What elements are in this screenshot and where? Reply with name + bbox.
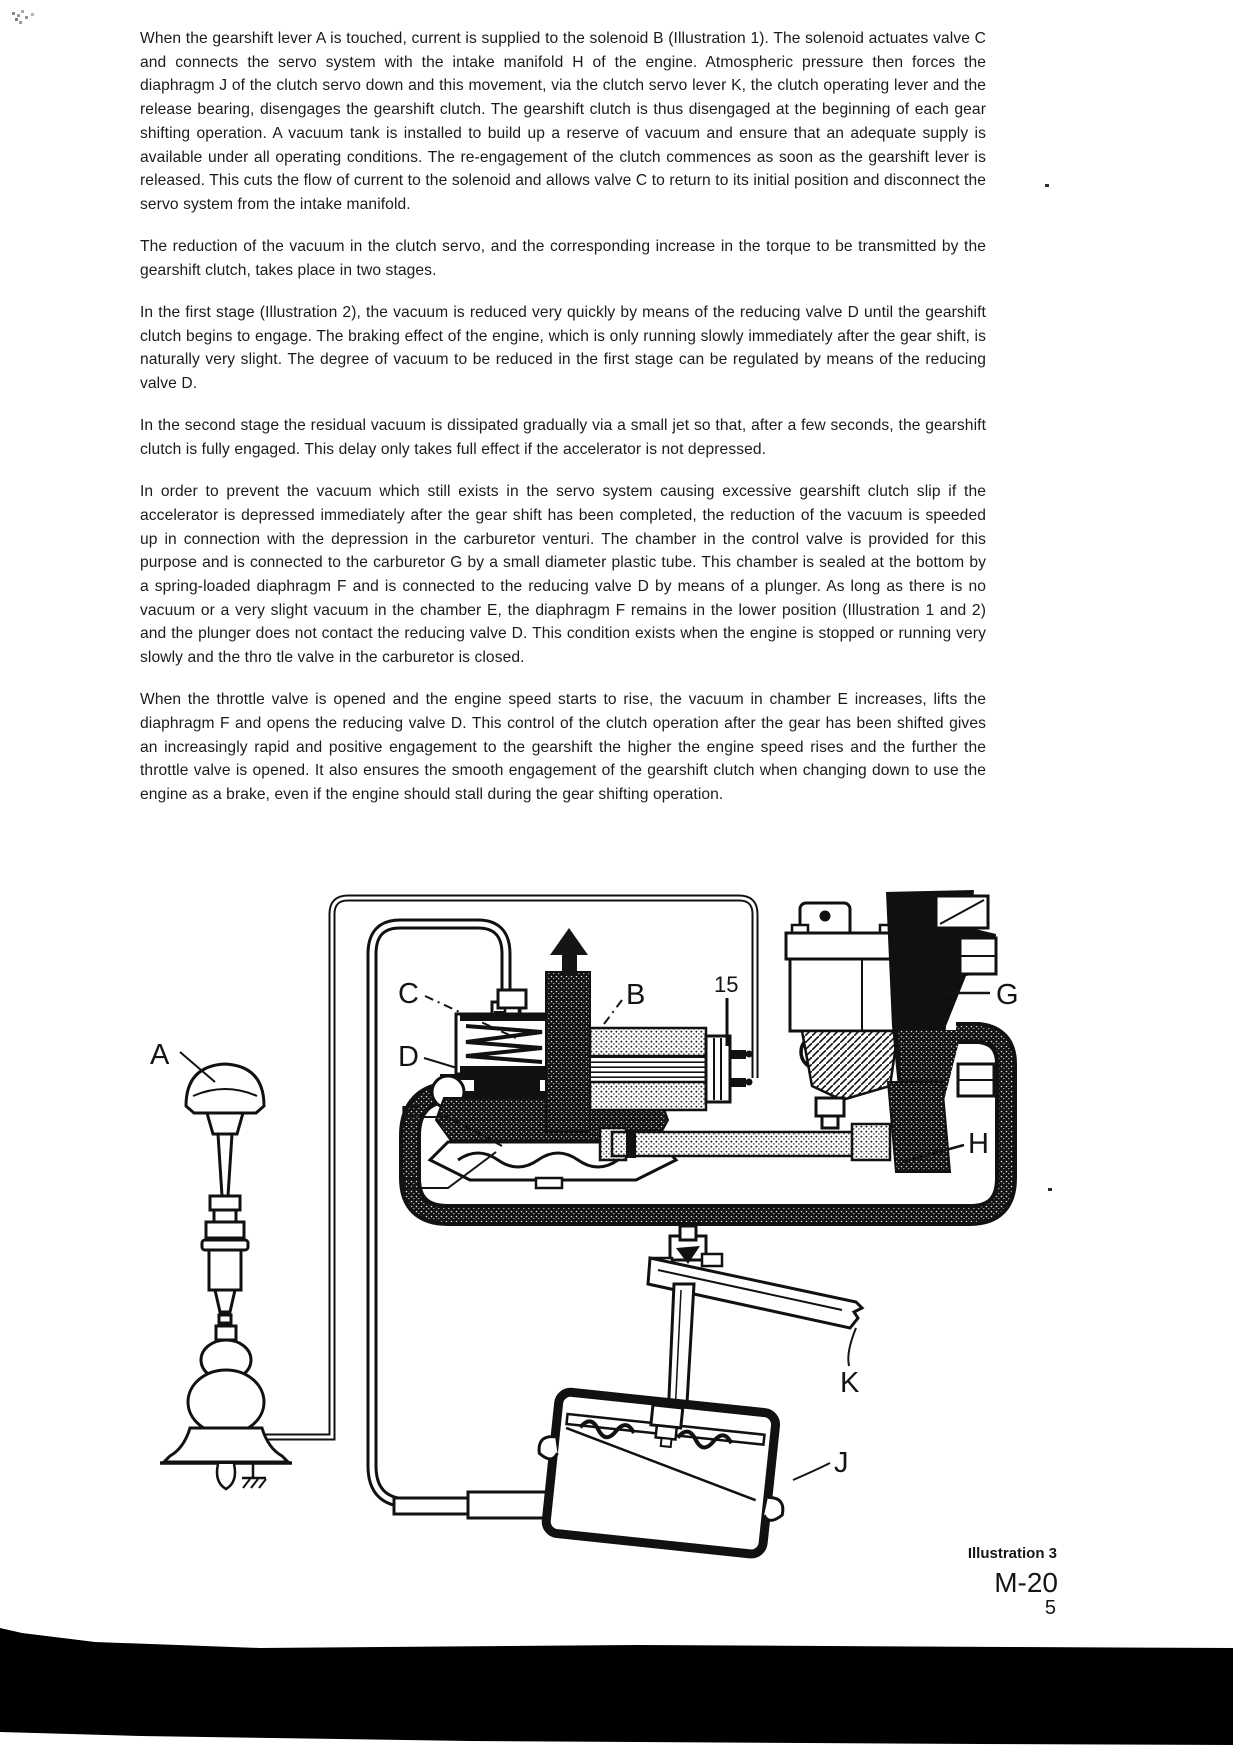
paragraph: In the first stage (Illustration 2), the vacuum is reduced very quickly by means of the reducing valve D until the gearshift clutch begins to engage. The braking effect of the engine, which is only running slowly immediately after the gear shift, is naturally very slight. The degree of vacuum to be reduced in the first stage can be regulated by means of the reducing valve D. [140,304,986,393]
label-e: E [400,1101,420,1133]
paragraph: When the throttle valve is opened and the engine speed starts to rise, the vacuum in chamber E increases, lifts the diaphragm F and opens the reducing valve D. This control of the clutch operation after the gear has been shifted gives an increasingly rapid and positive engagement to the gearshift the higher the engine speed rises and the further the throttle valve is opened. It also ensures the smooth engagement of the gearshift clutch when changing down to use the engine as a brake, even if the engine should stall during the gear shifting operation. [140,691,986,804]
solenoid [590,998,753,1110]
label-h: H [968,1128,989,1160]
intake-riser [546,928,590,1132]
page-number: 5 [1044,1597,1056,1619]
paragraph: In order to prevent the vacuum which still exists in the servo system causing excessive gearshift clutch slip if the accelerator is depressed immediately after the gear shift has been completed, the reduction of the vacuum is speeded up in connection with the depression in the carburetor venturi. The chamber in the control valve is provided for this purpose and is connected to the carburetor G by a small diameter plastic tube. This chamber is sealed at the bottom by a spring-loaded diaphragm F and is connected to the reducing valve D by means of a plunger. As long as there is no vacuum or a very slight vacuum in the chamber E, the diaphragm F remains in the lower position (Illustration 1 and 2) and the plunger does not contact the reducing valve D. This condition exists when the engine is stopped or running very slowly and the thro tle valve in the carburetor is closed. [140,483,986,667]
label-terminal-15: 15 [714,972,739,997]
clutch-servo [530,1390,792,1557]
gearshift-lever [160,1064,292,1489]
page-code: M-20 [994,1567,1058,1598]
label-d: D [398,1041,419,1073]
paragraph: The reduction of the vacuum in the clutch servo, and the corresponding increase in the torque to be transmitted by the gearshift clutch, takes place in two stages. [140,238,986,279]
servo-pipe [394,1492,556,1518]
label-c: C [398,978,419,1010]
label-j: J [834,1447,849,1479]
clutch-servo-lever [648,1226,862,1426]
label-f: F [400,1172,418,1204]
illustration-caption: Illustration 3 [967,1545,1057,1562]
label-g: G [996,979,1019,1011]
label-k: K [840,1367,860,1399]
paragraph: When the gearshift lever A is touched, current is supplied to the solenoid B (Illustration 1). The solenoid actuates valve C and connects the servo system with the intake manifold H of the engine. Atmospheric pressure then forces the diaphragm J of the clutch servo down and this movement, via the clutch servo lever K, the clutch operating lever and the release bearing, disengages the gearshift clutch. The gearshift clutch is thus disengaged at the beginning of each gear shifting operation. A vacuum tank is installed to build up a reserve of vacuum and ensure that an adequate supply is available under all operating conditions. The re-engagement of the clutch commences as soon as the gearshift lever is released. This cuts the flow of current to the solenoid and allows valve C to return to its initial position and disconnect the servo system from the intake manifold. [140,30,986,213]
up-arrow-icon [550,928,588,976]
label-b: B [626,979,646,1011]
label-a: A [150,1039,170,1071]
paragraph: In the second stage the residual vacuum is dissipated gradually via a small jet so that, after a few seconds, the gearshift clutch is fully engaged. This delay only takes full effect if the accelerator is not depressed. [140,417,986,459]
